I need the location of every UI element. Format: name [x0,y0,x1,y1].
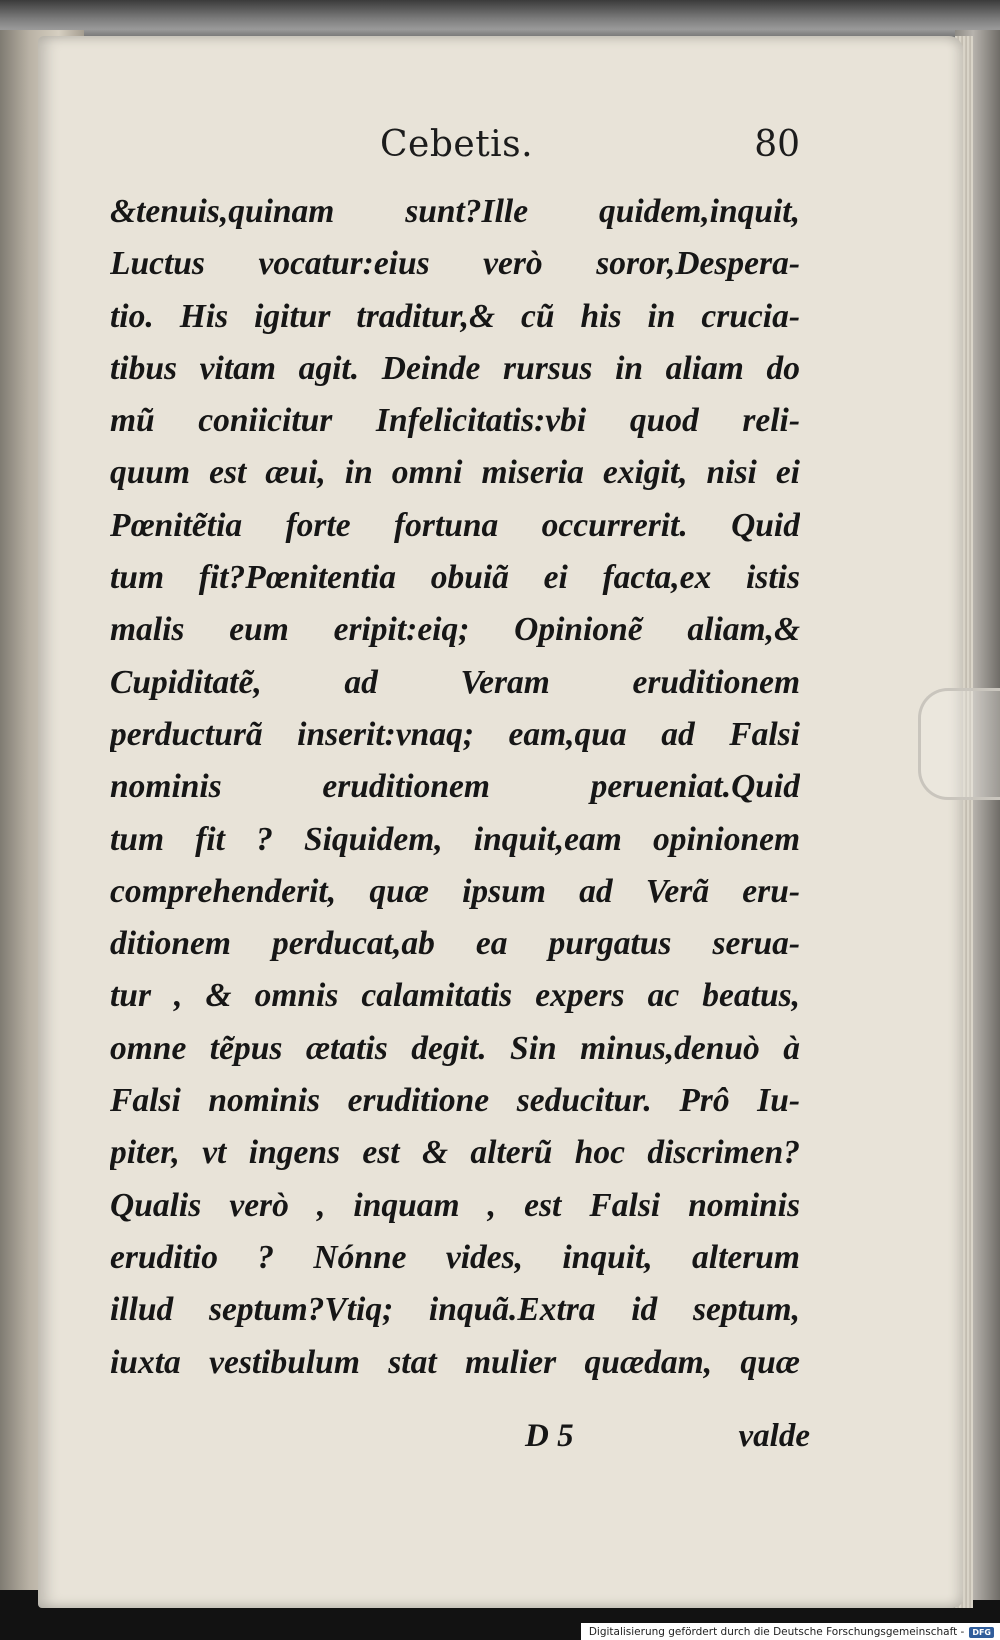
text-line: piter, vt ingens est & alterũ hoc discrimen? [110,1134,800,1172]
running-head [110,124,800,174]
text-line: nominis eruditionem perueniat.Quid [110,768,800,806]
text-line: tio. His igitur traditur,& cũ his in crucia- [110,297,800,335]
page-footer [110,1418,810,1468]
text-line: tum fit?Pœnitentia obuiã ei facta,ex istis [110,559,800,597]
page-number: 80 [754,124,800,165]
text-line: illud septum?Vtiq; inquã.Extra id septum, [110,1291,800,1329]
dfg-logo-icon: DFG [969,1627,994,1638]
text-line: comprehenderit, quæ ipsum ad Verã eru- [110,872,800,910]
body-text [110,186,800,1389]
page-clip [918,688,1000,800]
text-line: tur , & omnis calamitatis expers ac beatus, [110,977,800,1015]
running-head-title: Cebetis. [380,124,534,165]
text-line: Pœnitẽtia forte fortuna occurrerit. Quid [110,506,800,544]
digitization-credit [581,1623,1000,1640]
text-line: quum est æui, in omni miseria exigit, nisi ei [110,454,800,492]
text-line: omne tẽpus ætatis degit. Sin minus,denuò à [110,1029,800,1067]
text-line: perducturã inserit:vnaq; eam,qua ad Falsi [110,715,800,753]
text-line: Cupiditatẽ, ad Veram eruditionem [110,663,800,701]
text-line: Luctus vocatur:eius verò soror,Despera- [110,245,800,283]
text-line: iuxta vestibulum stat mulier quædam, quæ [110,1343,800,1381]
signature-mark: D 5 [525,1418,574,1454]
text-line: mũ coniicitur Infelicitatis:vbi quod reli- [110,402,800,440]
text-line: tum fit ? Siquidem, inquit,eam opinionem [110,820,800,858]
text-line: Falsi nominis eruditione seducitur. Prô Iu- [110,1082,800,1120]
digitization-credit-text: Digitalisierung gefördert durch die Deutsche Forschungsgemeinschaft - [588,1626,965,1638]
catchword: valde [738,1418,810,1454]
text-line: eruditio ? Nónne vides, inquit, alterum [110,1238,800,1276]
text-line: malis eum eripit:eiq; Opinionẽ aliam,& [110,611,800,649]
text-line: Qualis verò , inquam , est Falsi nominis [110,1186,800,1224]
text-line: tibus vitam agit. Deinde rursus in aliam do [110,349,800,387]
text-line: &tenuis,quinam sunt?Ille quidem,inquit, [110,193,800,230]
text-line: ditionem perducat,ab ea purgatus serua- [110,925,800,963]
